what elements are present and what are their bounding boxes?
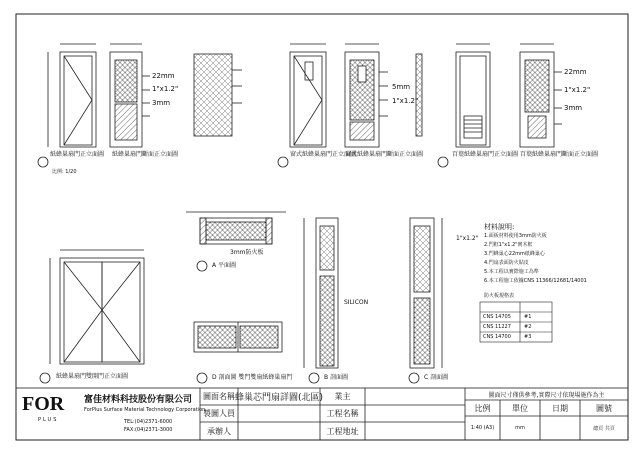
company-tel: TEL:(04)2371-6000 <box>124 419 173 425</box>
contractor-label: 承辦人 <box>207 426 231 436</box>
title-note: 圖面尺寸僅供參考,實際尺寸依現場施作為主 <box>488 391 605 399</box>
site-label: 工程地址 <box>326 426 359 436</box>
dim-sheet-a: 3mm防火板 <box>230 249 264 256</box>
dim-3mm-3: 3mm <box>564 104 583 112</box>
dim-5mm-2: 5mm <box>392 83 411 91</box>
detail-3 <box>438 44 562 167</box>
detail-2 <box>278 44 422 167</box>
dim-wood-c: 1"x1.2" <box>456 235 479 242</box>
detail-c <box>409 218 442 383</box>
detail-c-label: C 剖面圖 <box>424 374 449 381</box>
sheet-label: 圖號 <box>596 403 612 413</box>
notes-table-cell: CNS 14705 <box>483 314 511 320</box>
unit-label: 單位 <box>512 403 528 413</box>
dim-22mm-1: 22mm <box>152 72 175 80</box>
note-item-1: 1.面板材料使用3mm防火板 <box>484 233 547 239</box>
detail-1-right-label: 紙蜂巢扇門斷面正立面圖 <box>112 151 179 158</box>
notes-table-cell: CNS 11227 <box>483 324 511 330</box>
detail-4 <box>40 250 144 383</box>
notes-table-title: 防火板規格表 <box>484 293 515 299</box>
dim-wood-3: 1"x1.2" <box>564 86 591 94</box>
drafter-label: 製圖人員 <box>203 409 235 418</box>
date-label: 日期 <box>552 403 568 413</box>
company-fax: FAX:(04)2371-3000 <box>124 427 173 433</box>
drawing-name: 蜂巢芯門扇詳圖(北區) <box>234 393 324 403</box>
owner-label: 業主 <box>334 392 351 401</box>
company-logo-sub: PLUS <box>38 417 59 423</box>
unit-value: mm <box>515 425 525 431</box>
scale-value: 1:40 (A3) <box>470 425 495 431</box>
detail-d-label: D 剖面圖 雙門雙扇紙蜂巢扇門 <box>212 374 293 381</box>
company-name-en: ForPlus Surface Material Technology Corporation <box>84 407 206 413</box>
project-label: 工程名稱 <box>326 409 359 418</box>
dim-3mm-1: 3mm <box>152 99 171 107</box>
note-item-4: 4.門扇表面防火貼皮 <box>484 260 529 266</box>
note-item-5: 5.本工程以實際施工為準 <box>484 269 539 275</box>
notes-title: 材料說明: <box>484 223 515 231</box>
detail-2-label: 窗式紙蜂巢扇門正立面圖 <box>290 151 357 158</box>
sheet-value: 總頁 共頁 <box>593 425 615 432</box>
notes-table-cell: #3 <box>524 334 532 340</box>
notes-table-cell: CNS 14700 <box>483 334 511 340</box>
company-name-cn: 富佳材料科技股份有限公司 <box>84 395 193 405</box>
scale-label: 比例 <box>474 403 491 413</box>
company-logo: FOR <box>22 393 65 415</box>
detail-b-label: B 剖面圖 <box>324 374 349 381</box>
detail-1 <box>38 44 242 167</box>
note-item-3: 3.門蜂巢心22mm紙蜂巢心 <box>484 251 545 257</box>
drawing-name-label: 圖面名稱 <box>203 392 235 401</box>
dim-silicon: SILICON <box>344 299 369 306</box>
detail-1-label: 紙蜂巢扇門正立面圖 <box>50 151 105 158</box>
note-item-6: 6.本工程施工依據CNS 11366/12681/14001 <box>484 278 587 284</box>
notes-table-cell: #1 <box>524 314 532 320</box>
detail-1-scale: 比例: 1/20 <box>52 169 77 175</box>
dim-wood-1: 1"x1.2" <box>152 85 179 93</box>
note-item-2: 2.門框1"x1.2"實木框 <box>484 242 533 248</box>
detail-4-label: 紙蜂巢扇門雙開門正立面圖 <box>56 373 129 380</box>
dim-wood-2: 1"x1.2" <box>392 97 419 105</box>
notes-table-cell: #2 <box>524 324 532 330</box>
dim-22mm-3: 22mm <box>564 68 587 76</box>
detail-3-label: 百葉紙蜂巢扇門正立面圖 <box>452 151 519 158</box>
detail-2-right-label: 窗式紙蜂巢扇門斷面正立面圖 <box>345 151 424 158</box>
detail-3-right-label: 百葉紙蜂巢扇門斷面正立面圖 <box>520 151 599 158</box>
detail-b <box>304 218 338 383</box>
detail-a-label: A 平面圖 <box>212 262 237 269</box>
